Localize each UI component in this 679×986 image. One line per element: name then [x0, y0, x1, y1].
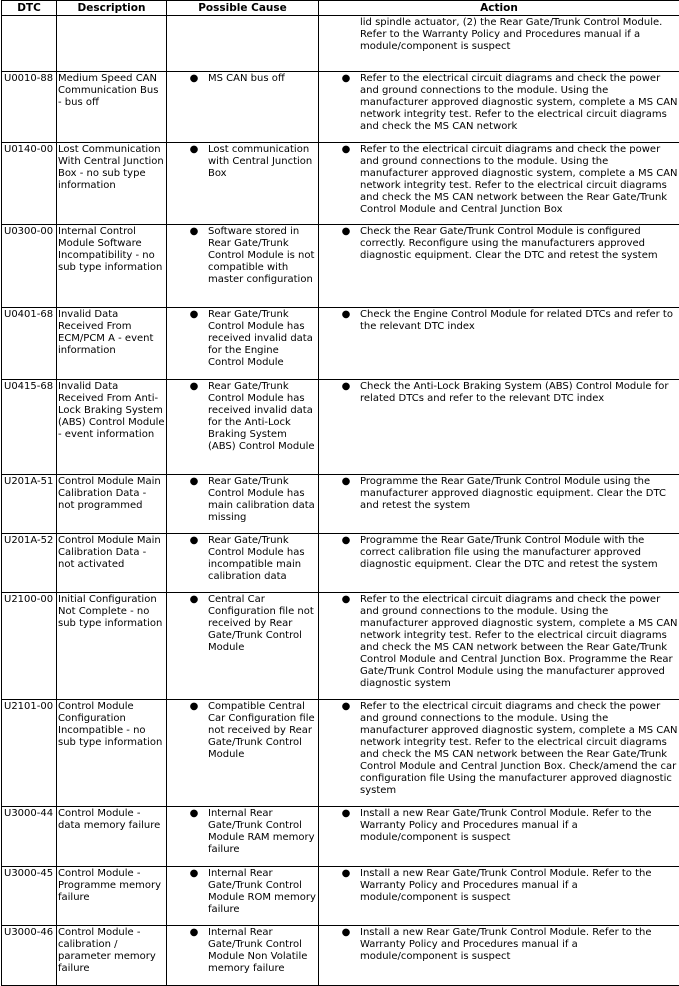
action-bullet-item — [320, 927, 678, 963]
table-row — [2, 534, 679, 593]
bullet-icon: ● — [168, 381, 200, 393]
dtc-description: Control Module Main Calibration Data - not programmed — [57, 475, 167, 534]
action-text: Check the Engine Control Module for related DTCs and refer to the relevant DTC index — [352, 309, 678, 333]
table-row — [2, 308, 679, 380]
action-cell — [319, 475, 679, 534]
possible-cause-bullet-item — [168, 868, 317, 916]
possible-cause-bullet-item — [168, 594, 317, 654]
action-cell — [319, 700, 679, 807]
bullet-icon: ● — [320, 594, 352, 606]
header-description: Description — [57, 1, 167, 16]
action-bullet-item — [320, 144, 678, 216]
dtc-description: Invalid Data Received From Anti-Lock Braking System (ABS) Control Module - event information — [57, 380, 167, 475]
possible-cause-bullet-item — [168, 381, 317, 453]
dtc-description: Control Module Configuration Incompatible - no sub type information — [57, 700, 167, 807]
dtc-code: U2101-00 — [2, 700, 57, 807]
bullet-icon: ● — [168, 868, 200, 880]
action-cell — [319, 926, 679, 986]
bullet-icon: ● — [320, 868, 352, 880]
action-bullet-item — [320, 594, 678, 690]
action-cell — [319, 807, 679, 867]
action-bullet-item — [320, 808, 678, 844]
bullet-icon: ● — [168, 309, 200, 321]
possible-cause-bullet-item — [168, 535, 317, 583]
action-cell — [319, 593, 679, 700]
table-row — [2, 143, 679, 225]
table-row — [2, 867, 679, 926]
possible-cause-text: Internal Rear Gate/Trunk Control Module ROM memory failure — [200, 868, 317, 916]
possible-cause-text: Rear Gate/Trunk Control Module has received invalid data for the Engine Control Module — [200, 309, 317, 369]
dtc-code: U0140-00 — [2, 143, 57, 225]
possible-cause-bullet-item — [168, 309, 317, 369]
bullet-icon: ● — [320, 73, 352, 85]
dtc-description: Medium Speed CAN Communication Bus - bus off — [57, 72, 167, 143]
action-cell — [319, 534, 679, 593]
possible-cause-cell — [167, 72, 319, 143]
possible-cause-cell — [167, 225, 319, 308]
action-text: Install a new Rear Gate/Trunk Control Module. Refer to the Warranty Policy and Procedures manual if a module/component is suspect — [352, 808, 678, 844]
action-cell — [319, 72, 679, 143]
possible-cause-cell — [167, 867, 319, 926]
dtc-code: U3000-44 — [2, 807, 57, 867]
action-bullet-item — [320, 868, 678, 904]
action-cell — [319, 867, 679, 926]
possible-cause-cell — [167, 807, 319, 867]
bullet-icon: ● — [320, 927, 352, 939]
bullet-icon: ● — [168, 927, 200, 939]
dtc-description: Control Module - Programme memory failure — [57, 867, 167, 926]
dtc-code: U201A-52 — [2, 534, 57, 593]
action-bullet-item — [320, 73, 678, 133]
dtc-table — [1, 0, 679, 986]
action-text: Refer to the electrical circuit diagrams and check the power and ground connections to the module. Using the manufacturer approved diagnostic system, complete a MS CAN network integrity test. Refer to the electrical circuit diagrams and check the MS CAN network between the Rear Gate/Trunk Control Module and Central Junction Box. Programme the Rear Gate/Trunk Control Module using the manufacturer approved diagnostic system — [352, 594, 678, 690]
bullet-icon: ● — [320, 808, 352, 820]
possible-cause-bullet-item — [168, 144, 317, 180]
bullet-icon: ● — [320, 381, 352, 393]
possible-cause-cell — [167, 475, 319, 534]
possible-cause-text: MS CAN bus off — [200, 73, 317, 85]
bullet-icon: ● — [168, 594, 200, 606]
bullet-icon: ● — [168, 535, 200, 547]
action-bullet-item — [320, 309, 678, 333]
possible-cause-text: Rear Gate/Trunk Control Module has received invalid data for the Anti-Lock Braking System (ABS) Control Module — [200, 381, 317, 453]
continued-row — [2, 16, 679, 72]
dtc-code: U0010-88 — [2, 72, 57, 143]
table-row — [2, 475, 679, 534]
bullet-icon: ● — [320, 535, 352, 547]
possible-cause-text: Compatible Central Car Configuration file not received by Rear Gate/Trunk Control Module — [200, 701, 317, 761]
header-row — [2, 1, 679, 16]
possible-cause-text: Rear Gate/Trunk Control Module has main calibration data missing — [200, 476, 317, 524]
possible-cause-cell — [167, 926, 319, 986]
dtc-description: Control Module Main Calibration Data - not activated — [57, 534, 167, 593]
dtc-code: U0300-00 — [2, 225, 57, 308]
dtc-description: Invalid Data Received From ECM/PCM A - event information — [57, 308, 167, 380]
action-text: Install a new Rear Gate/Trunk Control Module. Refer to the Warranty Policy and Procedures manual if a module/component is suspect — [352, 927, 678, 963]
bullet-icon: ● — [168, 226, 200, 238]
dtc-description: Control Module - data memory failure — [57, 807, 167, 867]
possible-cause-cell — [167, 380, 319, 475]
possible-cause-bullet-item — [168, 808, 317, 856]
bullet-icon: ● — [320, 226, 352, 238]
action-bullet-item — [320, 226, 678, 262]
possible-cause-text: Software stored in Rear Gate/Trunk Control Module is not compatible with master configuration — [200, 226, 317, 286]
action-text: Refer to the electrical circuit diagrams and check the power and ground connections to the module. Using the manufacturer approved diagnostic system, complete a MS CAN network integrity test. Refer to the electrical circuit diagrams and check the MS CAN network — [352, 73, 678, 133]
dtc-code: U3000-46 — [2, 926, 57, 986]
possible-cause-bullet-item — [168, 701, 317, 761]
table-row — [2, 807, 679, 867]
possible-cause-text: Central Car Configuration file not received by Rear Gate/Trunk Control Module — [200, 594, 317, 654]
dtc-description: Control Module - calibration / parameter memory failure — [57, 926, 167, 986]
header-dtc: DTC — [2, 1, 57, 16]
possible-cause-text: Lost communication with Central Junction Box — [200, 144, 317, 180]
possible-cause-cell — [167, 308, 319, 380]
action-bullet-item — [320, 381, 678, 405]
action-bullet-item — [320, 535, 678, 571]
table-row — [2, 72, 679, 143]
table-row — [2, 700, 679, 807]
action-cell — [319, 308, 679, 380]
possible-cause-bullet-item — [168, 226, 317, 286]
bullet-icon: ● — [168, 808, 200, 820]
possible-cause-bullet-item — [168, 927, 317, 975]
possible-cause-bullet-item — [168, 476, 317, 524]
dtc-code: U0415-68 — [2, 380, 57, 475]
dtc-description: Internal Control Module Software Incompatibility - no sub type information — [57, 225, 167, 308]
possible-cause-text: Internal Rear Gate/Trunk Control Module Non Volatile memory failure — [200, 927, 317, 975]
action-text: Refer to the electrical circuit diagrams and check the power and ground connections to the module. Using the manufacturer approved diagnostic system, complete a MS CAN network integrity test. Refer to the electrical circuit diagrams and check the MS CAN network between the Rear Gate/Trunk Control Module and Central Junction Box. Check/amend the car configuration file Using the manufacturer approved diagnostic system — [352, 701, 678, 797]
possible-cause-cell — [167, 534, 319, 593]
bullet-icon: ● — [168, 701, 200, 713]
dtc-description: Lost Communication With Central Junction Box - no sub type information — [57, 143, 167, 225]
bullet-icon: ● — [320, 144, 352, 156]
action-cell — [319, 225, 679, 308]
possible-cause-cell — [167, 593, 319, 700]
bullet-icon: ● — [168, 144, 200, 156]
action-text: Check the Rear Gate/Trunk Control Module is configured correctly. Reconfigure using the manufacturers approved diagnostic equipment. Clear the DTC and retest the system — [352, 226, 678, 262]
possible-cause-cell — [167, 700, 319, 807]
dtc-code: U0401-68 — [2, 308, 57, 380]
table-row — [2, 926, 679, 986]
bullet-icon: ● — [168, 476, 200, 488]
dtc-description: Initial Configuration Not Complete - no sub type information — [57, 593, 167, 700]
possible-cause-bullet-item — [168, 73, 317, 85]
table-row — [2, 593, 679, 700]
action-bullet-item — [320, 476, 678, 512]
action-text: Check the Anti-Lock Braking System (ABS) Control Module for related DTCs and refer to the relevant DTC index — [352, 381, 678, 405]
bullet-icon: ● — [320, 309, 352, 321]
possible-cause-cell — [167, 143, 319, 225]
table-row — [2, 380, 679, 475]
possible-cause-text: Rear Gate/Trunk Control Module has incompatible main calibration data — [200, 535, 317, 583]
possible-cause-text: Internal Rear Gate/Trunk Control Module RAM memory failure — [200, 808, 317, 856]
dtc-code: U201A-51 — [2, 475, 57, 534]
action-text: Programme the Rear Gate/Trunk Control Module with the correct calibration file using the manufacturer approved diagnostic equipment. Clear the DTC and retest the system — [352, 535, 678, 571]
bullet-icon: ● — [168, 73, 200, 85]
dtc-code: U3000-45 — [2, 867, 57, 926]
action-text: Install a new Rear Gate/Trunk Control Module. Refer to the Warranty Policy and Procedures manual if a module/component is suspect — [352, 868, 678, 904]
action-bullet-item — [320, 701, 678, 797]
header-action: Action — [319, 1, 679, 16]
bullet-icon: ● — [320, 476, 352, 488]
bullet-icon: ● — [320, 701, 352, 713]
action-text: Refer to the electrical circuit diagrams and check the power and ground connections to the module. Using the manufacturer approved diagnostic system, complete a MS CAN network integrity test. Refer to the electrical circuit diagrams and check the MS CAN network between the Rear Gate/Trunk Control Module and Central Junction Box — [352, 144, 678, 216]
header-possible-cause: Possible Cause — [167, 1, 319, 16]
action-cell — [319, 380, 679, 475]
continued-action-text: lid spindle actuator, (2) the Rear Gate/Trunk Control Module. Refer to the Warranty Policy and Procedures manual if a module/component is suspect — [320, 17, 678, 53]
action-cell — [319, 143, 679, 225]
dtc-code: U2100-00 — [2, 593, 57, 700]
table-row — [2, 225, 679, 308]
action-text: Programme the Rear Gate/Trunk Control Module using the manufacturer approved diagnostic equipment. Clear the DTC and retest the system — [352, 476, 678, 512]
